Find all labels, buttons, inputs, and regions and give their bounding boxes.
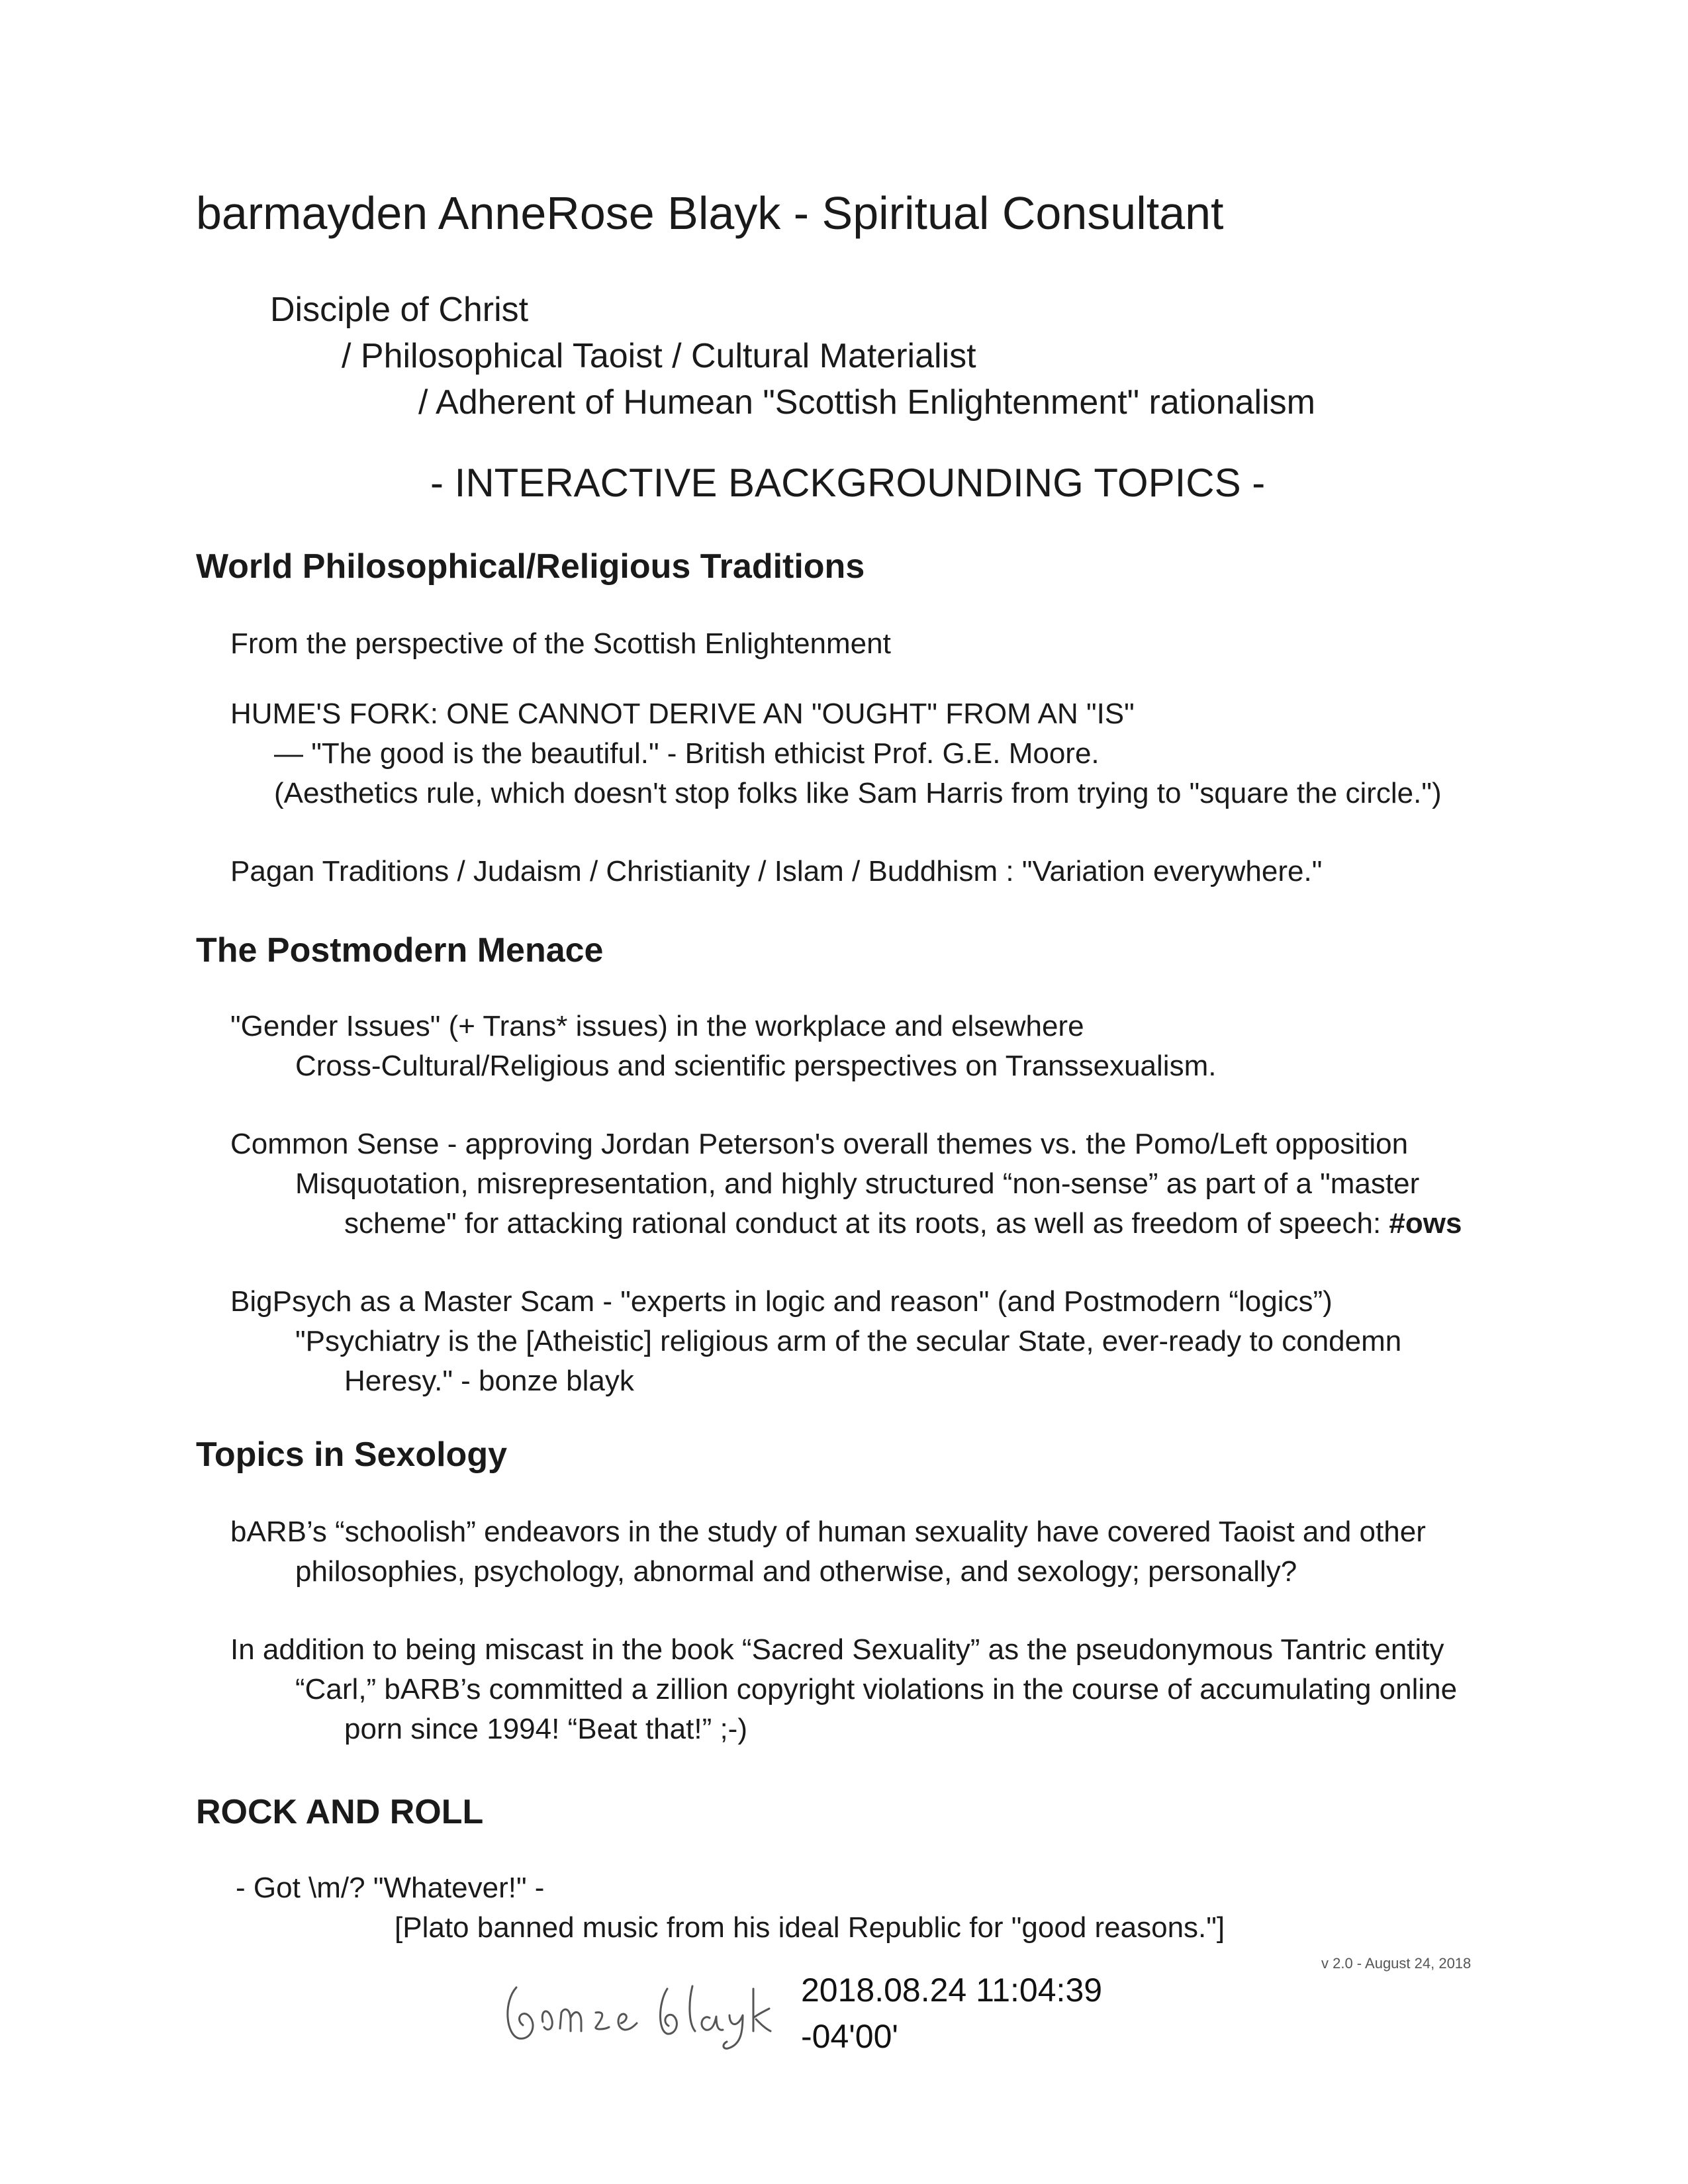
section-heading-traditions: World Philosophical/Religious Traditions — [196, 547, 865, 586]
section-line — [344, 1207, 1462, 1240]
section-line: porn since 1994! “Beat that!” ;-) — [344, 1713, 747, 1745]
section-line: "Psychiatry is the [Atheistic] religious arm of the secular State, ever-ready to condemn — [295, 1325, 1402, 1357]
signature-timestamp: 2018.08.24 11:04:39 — [801, 1972, 1103, 2009]
section-line: Heresy." - bonze blayk — [344, 1365, 634, 1397]
section-line: bARB’s “schoolish” endeavors in the study of human sexuality have covered Taoist and other — [230, 1516, 1426, 1548]
affiliation-line-2: / Philosophical Taoist / Cultural Materialist — [342, 337, 976, 375]
section-line: philosophies, psychology, abnormal and otherwise, and sexology; personally? — [295, 1555, 1297, 1588]
affiliation-line-3: / Adherent of Humean "Scottish Enlightenment" rationalism — [418, 383, 1315, 422]
section-line: From the perspective of the Scottish Enlightenment — [230, 627, 891, 660]
section-line: HUME'S FORK: ONE CANNOT DERIVE AN "OUGHT" FROM AN "IS" — [230, 698, 1135, 730]
section-heading-postmodern: The Postmodern Menace — [196, 931, 604, 970]
section-line: Common Sense - approving Jordan Peterson's overall themes vs. the Pomo/Left opposition — [230, 1128, 1409, 1160]
section-line: Misquotation, misrepresentation, and highly structured “non-sense” as part of a "master — [295, 1167, 1420, 1200]
topics-banner: - INTERACTIVE BACKGROUNDING TOPICS - — [430, 461, 1266, 505]
signature-timezone: -04'00' — [801, 2018, 898, 2055]
section-line: "Gender Issues" (+ Trans* issues) in the workplace and elsewhere — [230, 1010, 1084, 1042]
handwritten-signature — [496, 1962, 774, 2055]
affiliation-line-1: Disciple of Christ — [270, 291, 529, 329]
section-line: — "The good is the beautiful." - British ethicist Prof. G.E. Moore. — [274, 737, 1100, 770]
section-heading-sexology: Topics in Sexology — [196, 1435, 508, 1474]
document-title: barmayden AnneRose Blayk - Spiritual Consultant — [196, 187, 1224, 239]
version-note: v 2.0 - August 24, 2018 — [1321, 1955, 1472, 1972]
section-line: “Carl,” bARB’s committed a zillion copyright violations in the course of accumulating online — [295, 1673, 1458, 1706]
section-line-text: scheme" for attacking rational conduct at its roots, as well as freedom of speech: — [344, 1207, 1389, 1240]
section-line: - Got \m/? "Whatever!" - — [236, 1872, 545, 1904]
section-line: Pagan Traditions / Judaism / Christianity / Islam / Buddhism : "Variation everywhere." — [230, 855, 1323, 887]
section-heading-rock-and-roll: ROCK AND ROLL — [196, 1793, 484, 1831]
section-line: [Plato banned music from his ideal Republic for "good reasons."] — [395, 1911, 1225, 1944]
section-line: (Aesthetics rule, which doesn't stop folks like Sam Harris from trying to "square the circle.") — [274, 777, 1442, 809]
section-line: Cross-Cultural/Religious and scientific perspectives on Transsexualism. — [295, 1050, 1217, 1082]
section-line: BigPsych as a Master Scam - "experts in logic and reason" (and Postmodern “logics”) — [230, 1285, 1333, 1318]
section-line: In addition to being miscast in the book “Sacred Sexuality” as the pseudonymous Tantric entity — [230, 1633, 1444, 1666]
ows-hashtag: #ows — [1389, 1207, 1462, 1240]
